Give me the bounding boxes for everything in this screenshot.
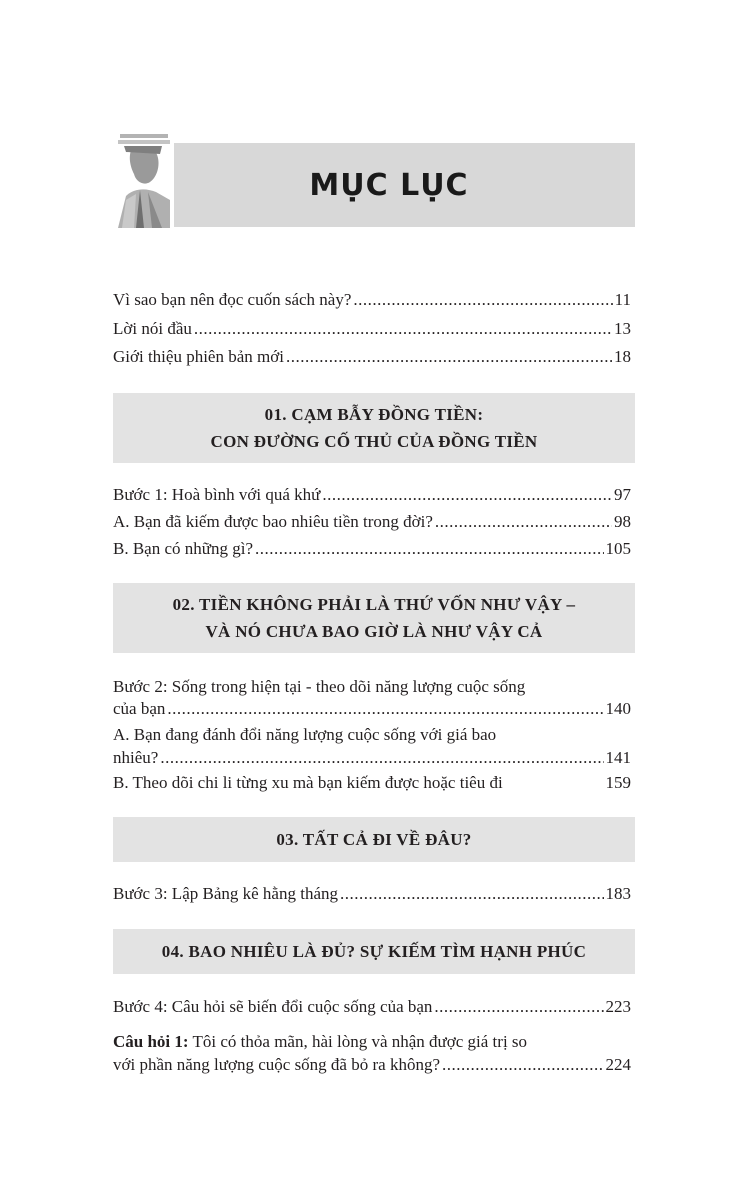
toc-entry[interactable] <box>113 346 631 368</box>
leader-dots <box>434 996 603 1018</box>
entry-page: 223 <box>605 997 631 1016</box>
entry-title: Lời nói đầu <box>113 319 192 338</box>
entry-title: Bước 4: Câu hỏi sẽ biến đổi cuộc sống của bạn <box>113 997 433 1016</box>
toc-entry[interactable] <box>113 747 631 769</box>
leader-dots <box>353 289 612 311</box>
question-label: Câu hỏi 1: <box>113 1032 189 1051</box>
leader-dots <box>160 747 603 769</box>
man-portrait-icon <box>112 130 174 228</box>
toc-entry[interactable] <box>113 772 631 794</box>
entry-title: Bước 3: Lập Bảng kê hằng tháng <box>113 884 338 903</box>
question-text: Tôi có thỏa mãn, hài lòng và nhận được giá trị so <box>188 1032 528 1051</box>
chapter-title-line: 01. CẠM BẪY ĐỒNG TIỀN: <box>264 405 484 424</box>
entry-title-line: Bước 2: Sống trong hiện tại - theo dõi năng lượng cuộc sống <box>113 677 526 696</box>
entry-title: với phần năng lượng cuộc sống đã bỏ ra không? <box>113 1055 440 1074</box>
chapter-title-line: VÀ NÓ CHƯA BAO GIỜ LÀ NHƯ VẬY CẢ <box>205 622 543 641</box>
toc-entry[interactable] <box>113 1054 631 1076</box>
entry-page: 13 <box>614 319 631 338</box>
entry-page: 18 <box>614 347 631 366</box>
page-title: MỤC LỤC <box>309 167 469 203</box>
entry-title: của bạn <box>113 699 166 718</box>
entry-title: nhiêu? <box>113 748 159 767</box>
toc-entry[interactable] <box>113 538 631 560</box>
toc-entry[interactable] <box>113 484 631 506</box>
toc-entry[interactable] <box>113 289 631 311</box>
chapter-title-line: 04. BAO NHIÊU LÀ ĐỦ? SỰ KIẾM TÌM HẠNH PHÚC <box>161 942 587 961</box>
entry-title: B. Theo dõi chi li từng xu mà bạn kiếm được hoặc tiêu đi <box>113 773 503 792</box>
chapter-heading <box>113 393 635 463</box>
toc-entry[interactable] <box>113 511 631 533</box>
entry-page: 105 <box>605 539 631 558</box>
leader-dots <box>442 1054 604 1076</box>
entry-title: Giới thiệu phiên bản mới <box>113 347 284 366</box>
entry-title-line: A. Bạn đang đánh đổi năng lượng cuộc sống với giá bao <box>113 725 497 744</box>
leader-dots <box>286 346 612 368</box>
leader-dots <box>340 883 604 905</box>
entry-page: 141 <box>605 748 631 767</box>
entry-page: 159 <box>605 773 631 792</box>
entry-page: 97 <box>614 485 631 504</box>
leader-dots <box>435 511 612 533</box>
chapter-title-line: 02. TIỀN KHÔNG PHẢI LÀ THỨ VỐN NHƯ VẬY – <box>172 595 576 614</box>
chapter-heading <box>113 583 635 653</box>
header-band <box>113 143 635 227</box>
entry-title-line <box>113 1031 631 1053</box>
chapter-title-line: CON ĐƯỜNG CỐ THỦ CỦA ĐỒNG TIỀN <box>210 432 538 451</box>
chapter-heading <box>113 929 635 974</box>
entry-page: 224 <box>605 1055 631 1074</box>
entry-title: B. Bạn có những gì? <box>113 539 254 558</box>
leader-dots <box>322 484 612 506</box>
toc-entry[interactable] <box>113 996 631 1018</box>
entry-title: A. Bạn đã kiếm được bao nhiêu tiền trong đời? <box>113 512 433 531</box>
chapter-title-line: 03. TẤT CẢ ĐI VỀ ĐÂU? <box>276 830 472 849</box>
leader-dots <box>167 698 603 720</box>
entry-title: Bước 1: Hoà bình với quá khứ <box>113 485 321 504</box>
leader-dots <box>194 318 612 340</box>
entry-title: Vì sao bạn nên đọc cuốn sách này? <box>113 290 352 309</box>
entry-page: 140 <box>605 699 631 718</box>
chapter-heading <box>113 817 635 862</box>
toc-entry[interactable] <box>113 698 631 720</box>
entry-page: 11 <box>614 290 631 309</box>
leader-dots <box>255 538 603 560</box>
entry-page: 183 <box>605 884 631 903</box>
entry-page: 98 <box>614 512 631 531</box>
toc-entry[interactable] <box>113 318 631 340</box>
toc-entry[interactable] <box>113 883 631 905</box>
